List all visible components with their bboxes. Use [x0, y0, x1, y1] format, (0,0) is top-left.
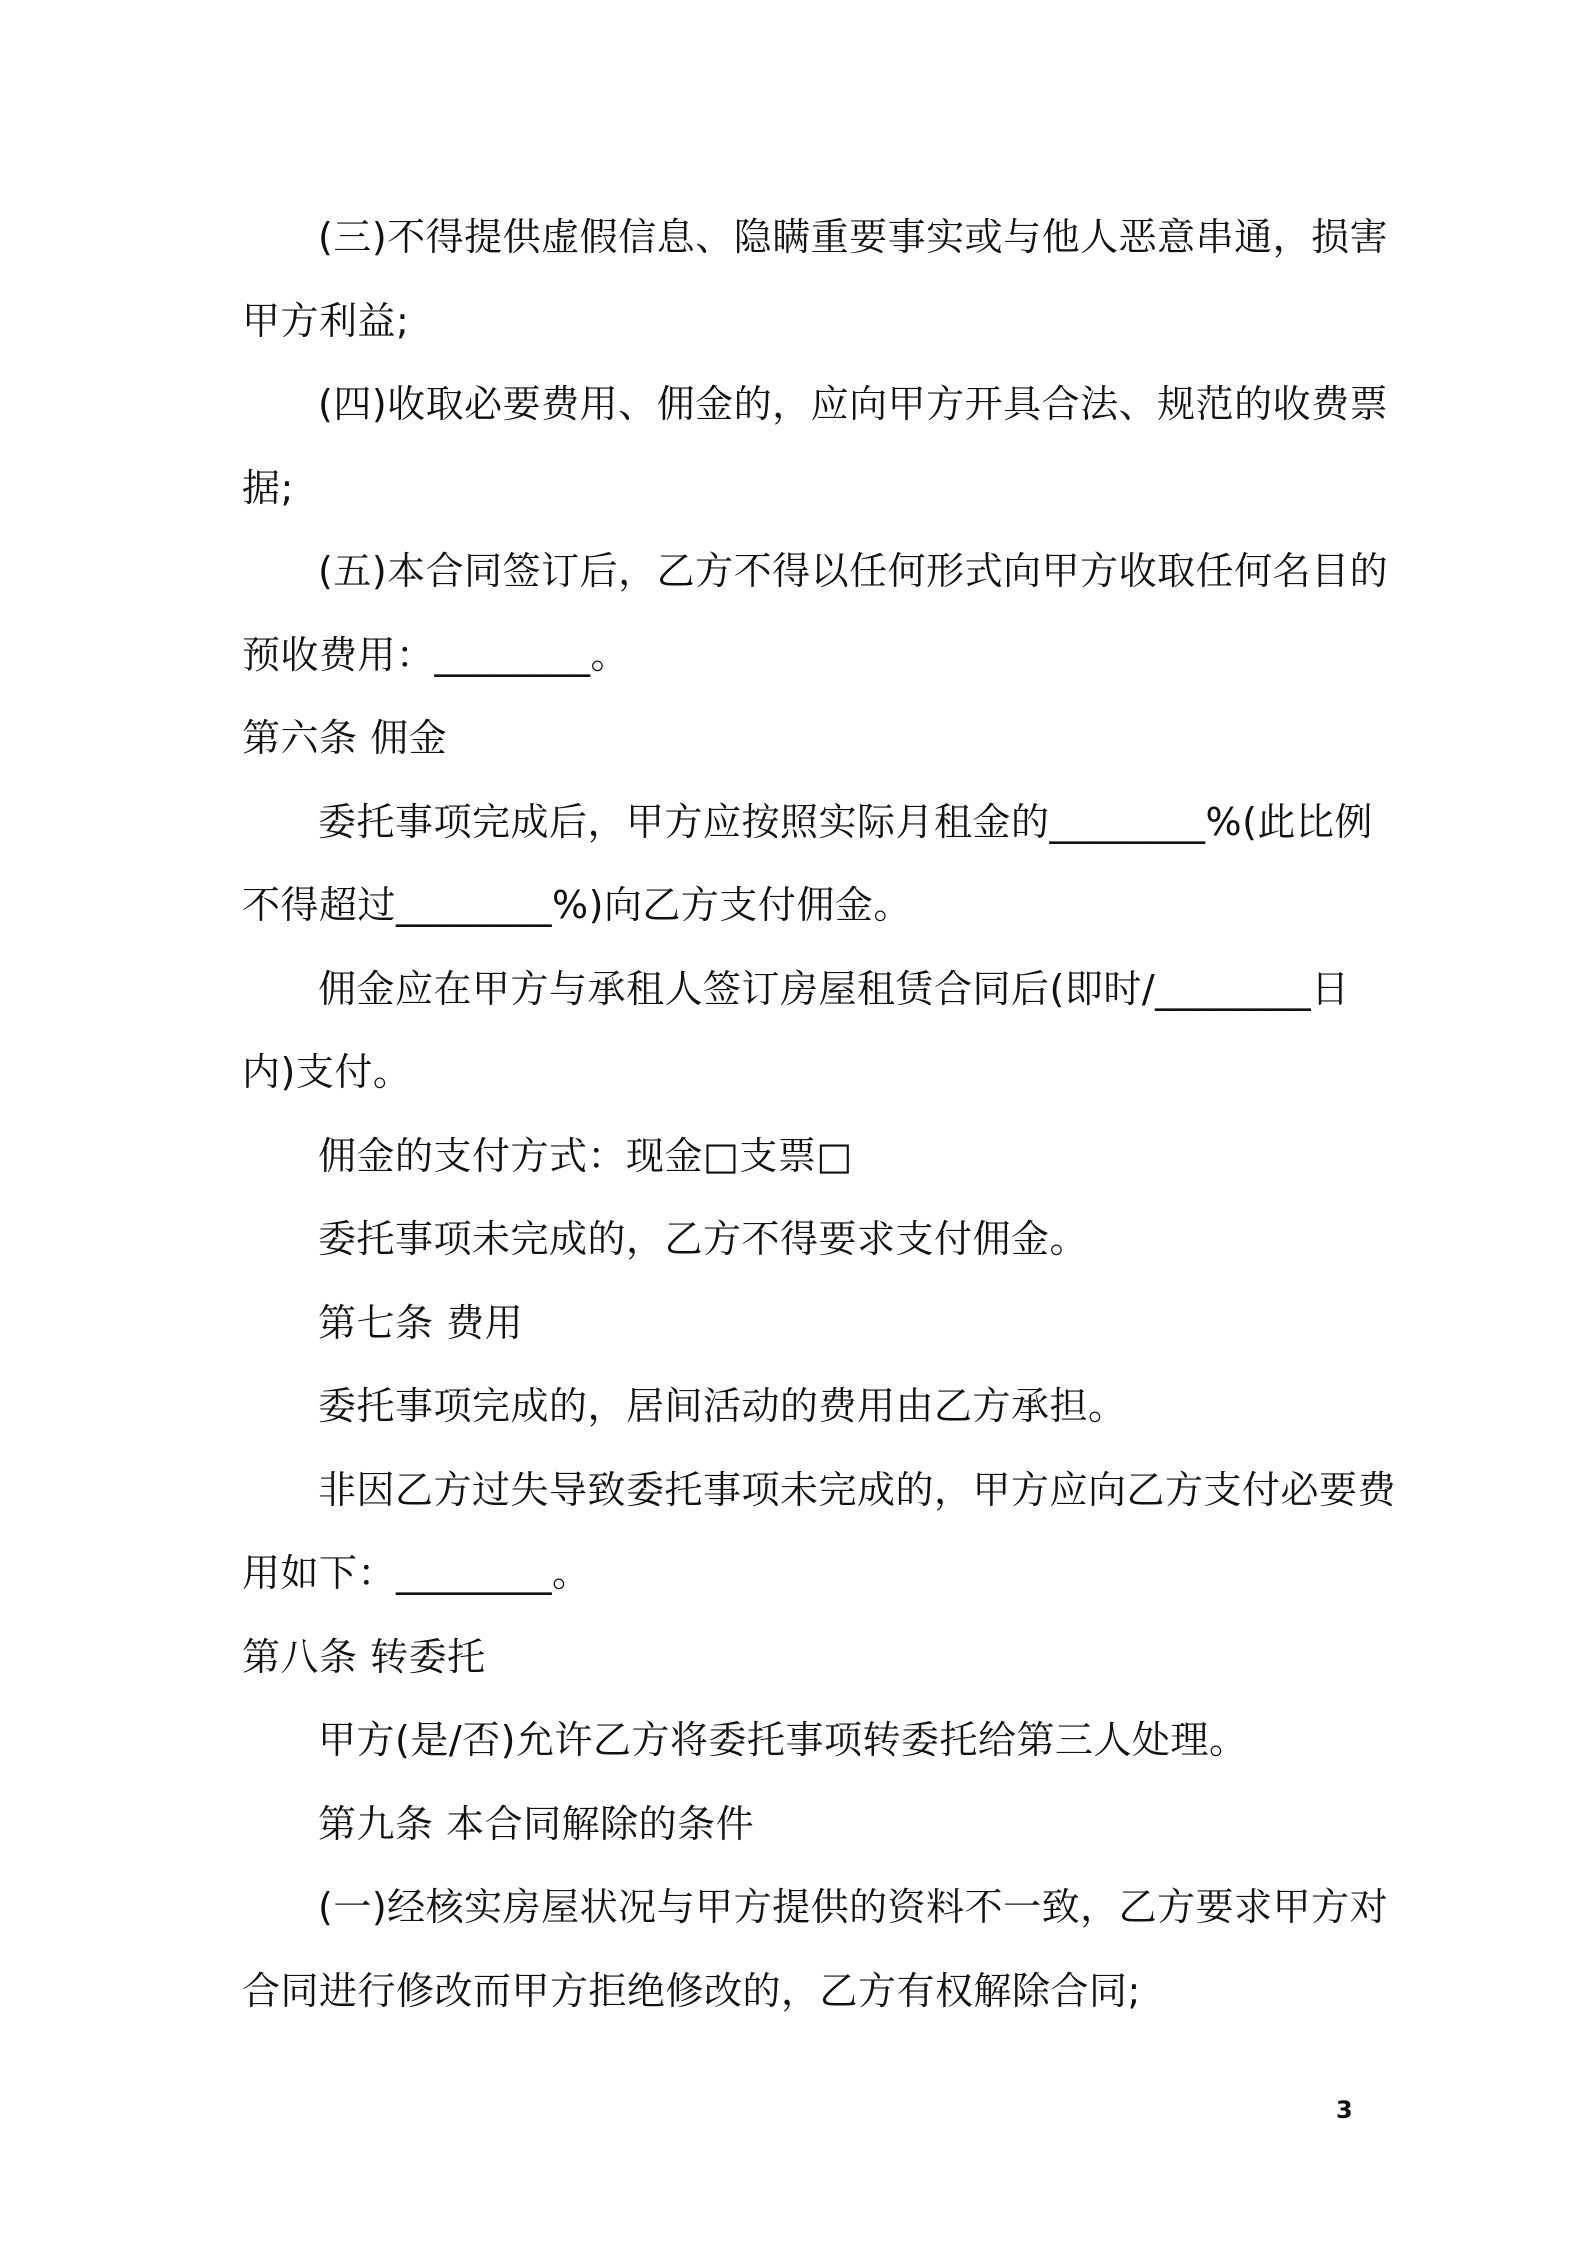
text-line: 用如下：________。 — [242, 1551, 591, 1595]
text-line: 委托事项完成的，居间活动的费用由乙方承担。 — [318, 1384, 1127, 1428]
text-line: 佣金的支付方式：现金□支票□ — [318, 1133, 853, 1178]
text-line: 不得超过________%)向乙方支付佣金。 — [242, 883, 912, 927]
text-line: (三)不得提供虚假信息、隐瞒重要事实或与他人恶意串通，损害 — [318, 215, 1389, 259]
text-line: 第六条 佣金 — [242, 716, 448, 760]
text-line: 甲方利益; — [242, 298, 410, 343]
document-body — [242, 196, 1397, 2033]
text-line: 委托事项完成后，甲方应按照实际月租金的________%(此比例 — [318, 799, 1373, 844]
text-line: 内)支付。 — [242, 1050, 412, 1094]
text-line: 合同进行修改而甲方拒绝修改的，乙方有权解除合同; — [242, 1968, 1141, 2013]
text-line: (四)收取必要费用、佣金的，应向甲方开具合法、规范的收费票 — [318, 382, 1389, 426]
text-line: 第七条 费用 — [318, 1300, 524, 1345]
text-line: 甲方(是/否)允许乙方将委托事项转委托给第三人处理。 — [318, 1718, 1248, 1762]
text-line: 据; — [242, 465, 294, 510]
page-number: 3 — [1336, 2096, 1353, 2124]
text-line: 佣金应在甲方与承租人签订房屋租赁合同后(即时/________日 — [318, 966, 1350, 1011]
text-line: (一)经核实房屋状况与甲方提供的资料不一致，乙方要求甲方对 — [318, 1885, 1389, 1929]
text-line: 第八条 转委托 — [242, 1634, 486, 1679]
text-line: (五)本合同签订后，乙方不得以任何形式向甲方收取任何名目的 — [318, 549, 1389, 593]
text-line: 预收费用：________。 — [242, 632, 630, 677]
text-line: 第九条 本合同解除的条件 — [318, 1801, 755, 1846]
text-line: 委托事项未完成的，乙方不得要求支付佣金。 — [318, 1217, 1089, 1261]
text-line: 非因乙方过失导致委托事项未完成的，甲方应向乙方支付必要费 — [318, 1467, 1397, 1512]
